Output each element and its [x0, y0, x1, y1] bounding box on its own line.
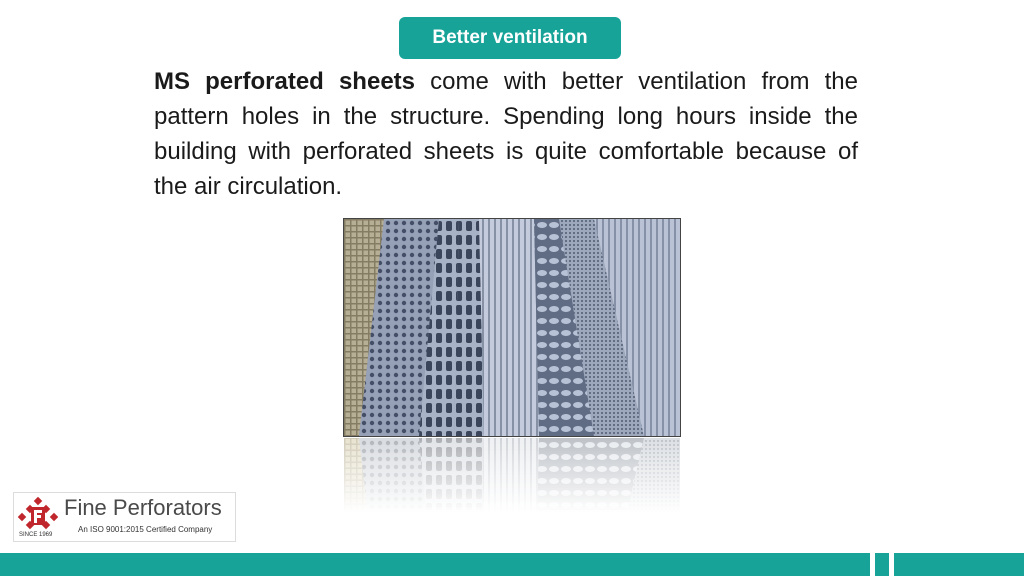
footer-divider [889, 553, 894, 576]
body-paragraph [154, 64, 858, 204]
photo-reflection [343, 438, 681, 512]
footer-divider [870, 553, 875, 576]
company-logo [13, 492, 236, 542]
body-text: come with better ventilation from the pattern holes in the structure. Spending long hours inside the building with perforated sheets is quite comfortable because of the air circulation. [154, 68, 858, 200]
slide-title-badge [399, 17, 621, 59]
body-bold-text: MS perforated sheets [154, 68, 415, 95]
logo-tagline: An ISO 9001:2015 Certified Company [78, 525, 213, 534]
logo-since: SINCE 1969 [19, 532, 53, 538]
logo-name: Fine Perforators [64, 495, 222, 520]
perforated-sheets-photo [343, 218, 681, 437]
fine-perforators-logo-icon [18, 497, 58, 533]
slide-title: Better ventilation [432, 27, 588, 48]
